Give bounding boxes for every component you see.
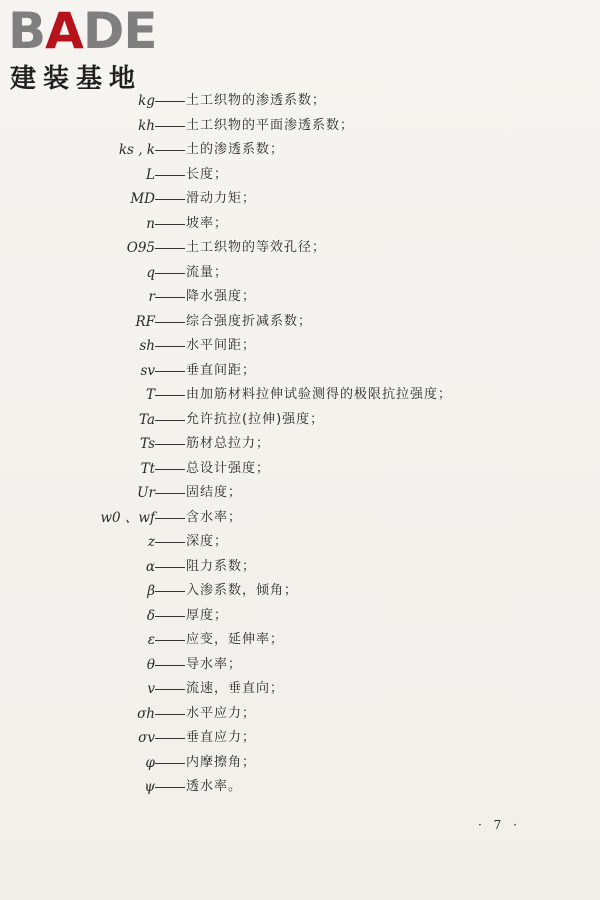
symbol-term: Ur [137,485,155,501]
bade-logo [8,4,178,94]
symbol-description: 流速，垂直向； [186,681,285,696]
symbol-row [0,311,600,333]
symbol-row [0,286,600,308]
em-dash-separator [155,567,185,568]
symbol-term: β [147,583,155,599]
symbol-row [0,335,600,357]
symbol-term: α [145,558,155,575]
symbol-row [0,654,600,676]
symbol-term: r [148,289,155,305]
symbol-term: n [146,215,155,232]
symbol-row [0,458,600,480]
em-dash-separator [155,346,185,347]
symbol-row [0,115,600,137]
symbol-term: kh [138,117,155,134]
em-dash-separator [155,248,185,249]
symbol-description: 阻力系数； [186,558,257,574]
symbol-description: 导水率； [186,656,243,672]
symbol-description: 垂直应力； [186,730,257,745]
symbol-term: T [145,387,155,403]
symbol-row [0,262,600,284]
symbol-term: ks , k [118,142,155,158]
symbol-description: 土工织物的渗透系数； [186,93,327,108]
symbol-row [0,531,600,553]
symbol-description: 总设计强度； [186,460,271,476]
symbol-description: 应变，延伸率； [186,632,285,647]
symbol-row [0,678,600,700]
em-dash-separator [155,297,185,298]
symbol-term: ε [147,632,155,648]
symbol-description: 深度； [186,534,229,549]
symbol-row [0,507,600,529]
em-dash-separator [155,689,185,690]
symbol-row [0,482,600,504]
em-dash-separator [155,787,185,788]
em-dash-separator [155,371,185,372]
symbol-description: 水平间距； [186,338,257,353]
symbol-term: w0 、wf [100,509,155,526]
em-dash-separator [155,395,185,396]
symbol-term: Tt [140,460,155,477]
symbol-row [0,433,600,455]
symbol-description: 土的渗透系数； [186,142,285,157]
em-dash-separator [155,738,185,739]
symbol-term: σh [137,705,155,722]
symbol-term: Ta [138,411,155,428]
symbol-description: 水平应力； [186,705,257,721]
em-dash-separator [155,150,185,151]
symbol-row [0,139,600,161]
symbol-row [0,90,600,112]
symbol-description: 流量； [186,264,229,280]
symbol-description: 厚度； [186,607,229,623]
symbol-description: 综合强度折减系数； [186,313,313,329]
logo-chinese-text: 建装基地 [10,64,143,94]
em-dash-separator [155,199,185,200]
em-dash-separator [155,444,185,445]
em-dash-separator [155,126,185,127]
symbol-description: 透水率。 [186,779,243,794]
em-dash-separator [155,542,185,543]
em-dash-separator [155,665,185,666]
symbol-row [0,727,600,749]
symbol-term: sv [140,362,155,379]
symbol-row [0,213,600,235]
symbol-row [0,703,600,725]
symbol-term: z [147,534,155,550]
symbol-term: v [147,681,155,697]
page-number: · 7 · [478,818,521,832]
symbol-row [0,605,600,627]
symbol-description: 土工织物的等效孔径； [186,240,327,255]
symbol-row [0,752,600,774]
em-dash-separator [155,640,185,641]
symbol-description: 垂直间距； [186,362,257,378]
symbol-description: 滑动力矩； [186,191,257,206]
symbol-term: MD [130,191,155,207]
em-dash-separator [155,175,185,176]
symbol-description: 允许抗拉(拉伸)强度； [186,411,325,427]
symbol-description: 坡率； [186,215,229,231]
em-dash-separator [155,616,185,617]
symbol-row [0,164,600,186]
em-dash-separator [155,322,185,323]
em-dash-separator [155,224,185,225]
symbol-term: ψ [144,779,155,795]
symbol-term: δ [146,607,155,624]
symbol-term: θ [146,656,155,673]
symbol-row [0,360,600,382]
symbol-description: 筋材总拉力； [186,436,271,451]
symbol-term: φ [145,754,155,771]
em-dash-separator [155,101,185,102]
symbol-description: 由加筋材料拉伸试验测得的极限抗拉强度； [186,387,453,402]
symbol-row [0,629,600,651]
symbol-description: 固结度； [186,485,243,500]
em-dash-separator [155,420,185,421]
symbol-description: 土工织物的平面渗透系数； [186,117,355,133]
symbol-term: kg [138,93,155,109]
symbol-row [0,556,600,578]
symbol-term: σv [138,730,155,746]
symbol-term: O95 [126,240,155,256]
symbol-row [0,237,600,259]
symbol-row [0,384,600,406]
em-dash-separator [155,763,185,764]
symbol-row [0,580,600,602]
em-dash-separator [155,273,185,274]
em-dash-separator [155,518,185,519]
symbol-term: sh [139,338,155,354]
em-dash-separator [155,493,185,494]
symbol-description: 内摩擦角； [186,754,257,770]
symbol-description: 长度； [186,166,229,182]
symbol-term: RF [135,313,155,330]
symbol-description: 含水率； [186,509,243,525]
logo-wordmark: BADE [8,2,157,60]
symbol-description: 降水强度； [186,289,257,304]
symbol-row [0,188,600,210]
symbol-term: L [146,166,155,183]
symbol-term: Ts [140,436,155,452]
em-dash-separator [155,591,185,592]
em-dash-separator [155,469,185,470]
symbol-row [0,409,600,431]
em-dash-separator [155,714,185,715]
symbol-description: 入渗系数，倾角； [186,583,299,598]
symbol-term: q [146,264,155,281]
symbol-row [0,776,600,798]
